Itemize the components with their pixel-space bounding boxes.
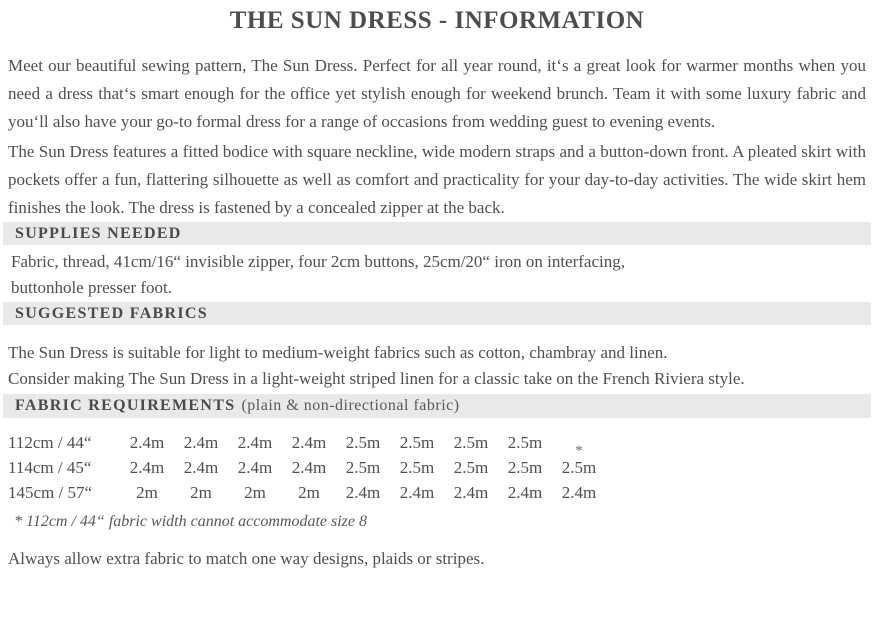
requirement-cell: 2.4m bbox=[291, 458, 327, 477]
page-title: THE SUN DRESS - INFORMATION bbox=[229, 7, 645, 34]
requirement-cell: 2.5m bbox=[453, 458, 489, 477]
requirement-cell: 2.4m bbox=[237, 433, 273, 452]
requirement-cell: 2.5m bbox=[345, 433, 381, 452]
requirement-cell: 2m bbox=[244, 483, 266, 502]
requirement-cell: 2.4m bbox=[507, 483, 543, 502]
supplies-line-2: buttonhole presser foot. bbox=[11, 278, 172, 297]
requirement-cell: 2.5m bbox=[507, 433, 543, 452]
requirement-cell: 2.4m bbox=[183, 433, 219, 452]
fabrics-line-1: The Sun Dress is suitable for light to medium-weight fabrics such as cotton, chambray and linen. bbox=[8, 343, 668, 362]
requirement-cell: 2.5m bbox=[399, 433, 435, 452]
footnote-asterisk-marker: * bbox=[575, 443, 583, 459]
section-header-suggested-fabrics bbox=[3, 302, 871, 325]
fabric-width-label: 145cm / 57“ bbox=[8, 483, 93, 502]
supplies-line-1: Fabric, thread, 41cm/16“ invisible zipper, four 2cm buttons, 25cm/20“ iron on interfacing, bbox=[11, 252, 625, 271]
requirement-cell: 2m bbox=[298, 483, 320, 502]
fabric-requirements-heading: FABRIC REQUIREMENTS bbox=[15, 397, 236, 414]
requirement-cell: 2.4m bbox=[453, 483, 489, 502]
requirement-cell: 2m bbox=[190, 483, 212, 502]
requirement-cell: 2.4m bbox=[345, 483, 381, 502]
supplies-needed-text bbox=[8, 249, 866, 301]
requirement-cell: 2.5m bbox=[399, 458, 435, 477]
suggested-fabrics-heading: SUGGESTED FABRICS bbox=[15, 304, 208, 322]
closing-note: Always allow extra fabric to match one way designs, plaids or stripes. bbox=[8, 549, 485, 568]
requirement-cell: 2.5m bbox=[561, 458, 597, 477]
requirement-cell: 2.4m bbox=[129, 458, 165, 477]
fabric-requirements-table bbox=[8, 430, 866, 505]
requirement-cell: 2.5m bbox=[507, 458, 543, 477]
table-footnote: * 112cm / 44“ fabric width cannot accommodate size 8 bbox=[14, 513, 367, 530]
fabric-width-label: 112cm / 44“ bbox=[8, 433, 92, 452]
requirement-cell: 2.4m bbox=[129, 433, 165, 452]
table-row-112cm bbox=[8, 430, 866, 459]
requirement-cell: 2.4m bbox=[399, 483, 435, 502]
fabric-requirements-note: (plain & non-directional fabric) bbox=[241, 397, 460, 414]
section-header-supplies-needed bbox=[3, 222, 871, 245]
requirement-cell: 2.4m bbox=[561, 483, 597, 502]
features-paragraph: The Sun Dress features a fitted bodice with square neckline, wide modern straps and a button-down front. A pleated skirt with pockets offer a fun, flattering silhouette as well as comfort and practicality for your day-to-day activities. The wide skirt hem finishes the look. The dress is fastened by a concealed zipper at the back. bbox=[8, 142, 866, 217]
table-row-145cm bbox=[8, 480, 866, 505]
requirement-cell: 2m bbox=[136, 483, 158, 502]
suggested-fabrics-text bbox=[8, 340, 866, 392]
requirement-cell: 2.5m bbox=[453, 433, 489, 452]
requirement-cell: 2.4m bbox=[291, 433, 327, 452]
table-row-114cm bbox=[8, 455, 866, 480]
requirement-cell: 2.4m bbox=[237, 458, 273, 477]
fabrics-line-2: Consider making The Sun Dress in a light-weight striped linen for a classic take on the French Riviera style. bbox=[8, 369, 745, 388]
requirement-cell: 2.5m bbox=[345, 458, 381, 477]
intro-paragraph: Meet our beautiful sewing pattern, The Sun Dress. Perfect for all year round, it‘s a great look for warmer months when you need a dress that‘s smart enough for the office yet stylish enough for weekend brunch. Team it with some luxury fabric and you‘ll also have your go-to formal dress for a range of occasions from wedding guest to evening events. bbox=[8, 56, 866, 131]
requirement-cell: 2.4m bbox=[183, 458, 219, 477]
supplies-needed-heading: SUPPLIES NEEDED bbox=[15, 224, 182, 242]
fabric-width-label: 114cm / 45“ bbox=[8, 458, 92, 477]
section-header-fabric-requirements bbox=[3, 394, 871, 418]
